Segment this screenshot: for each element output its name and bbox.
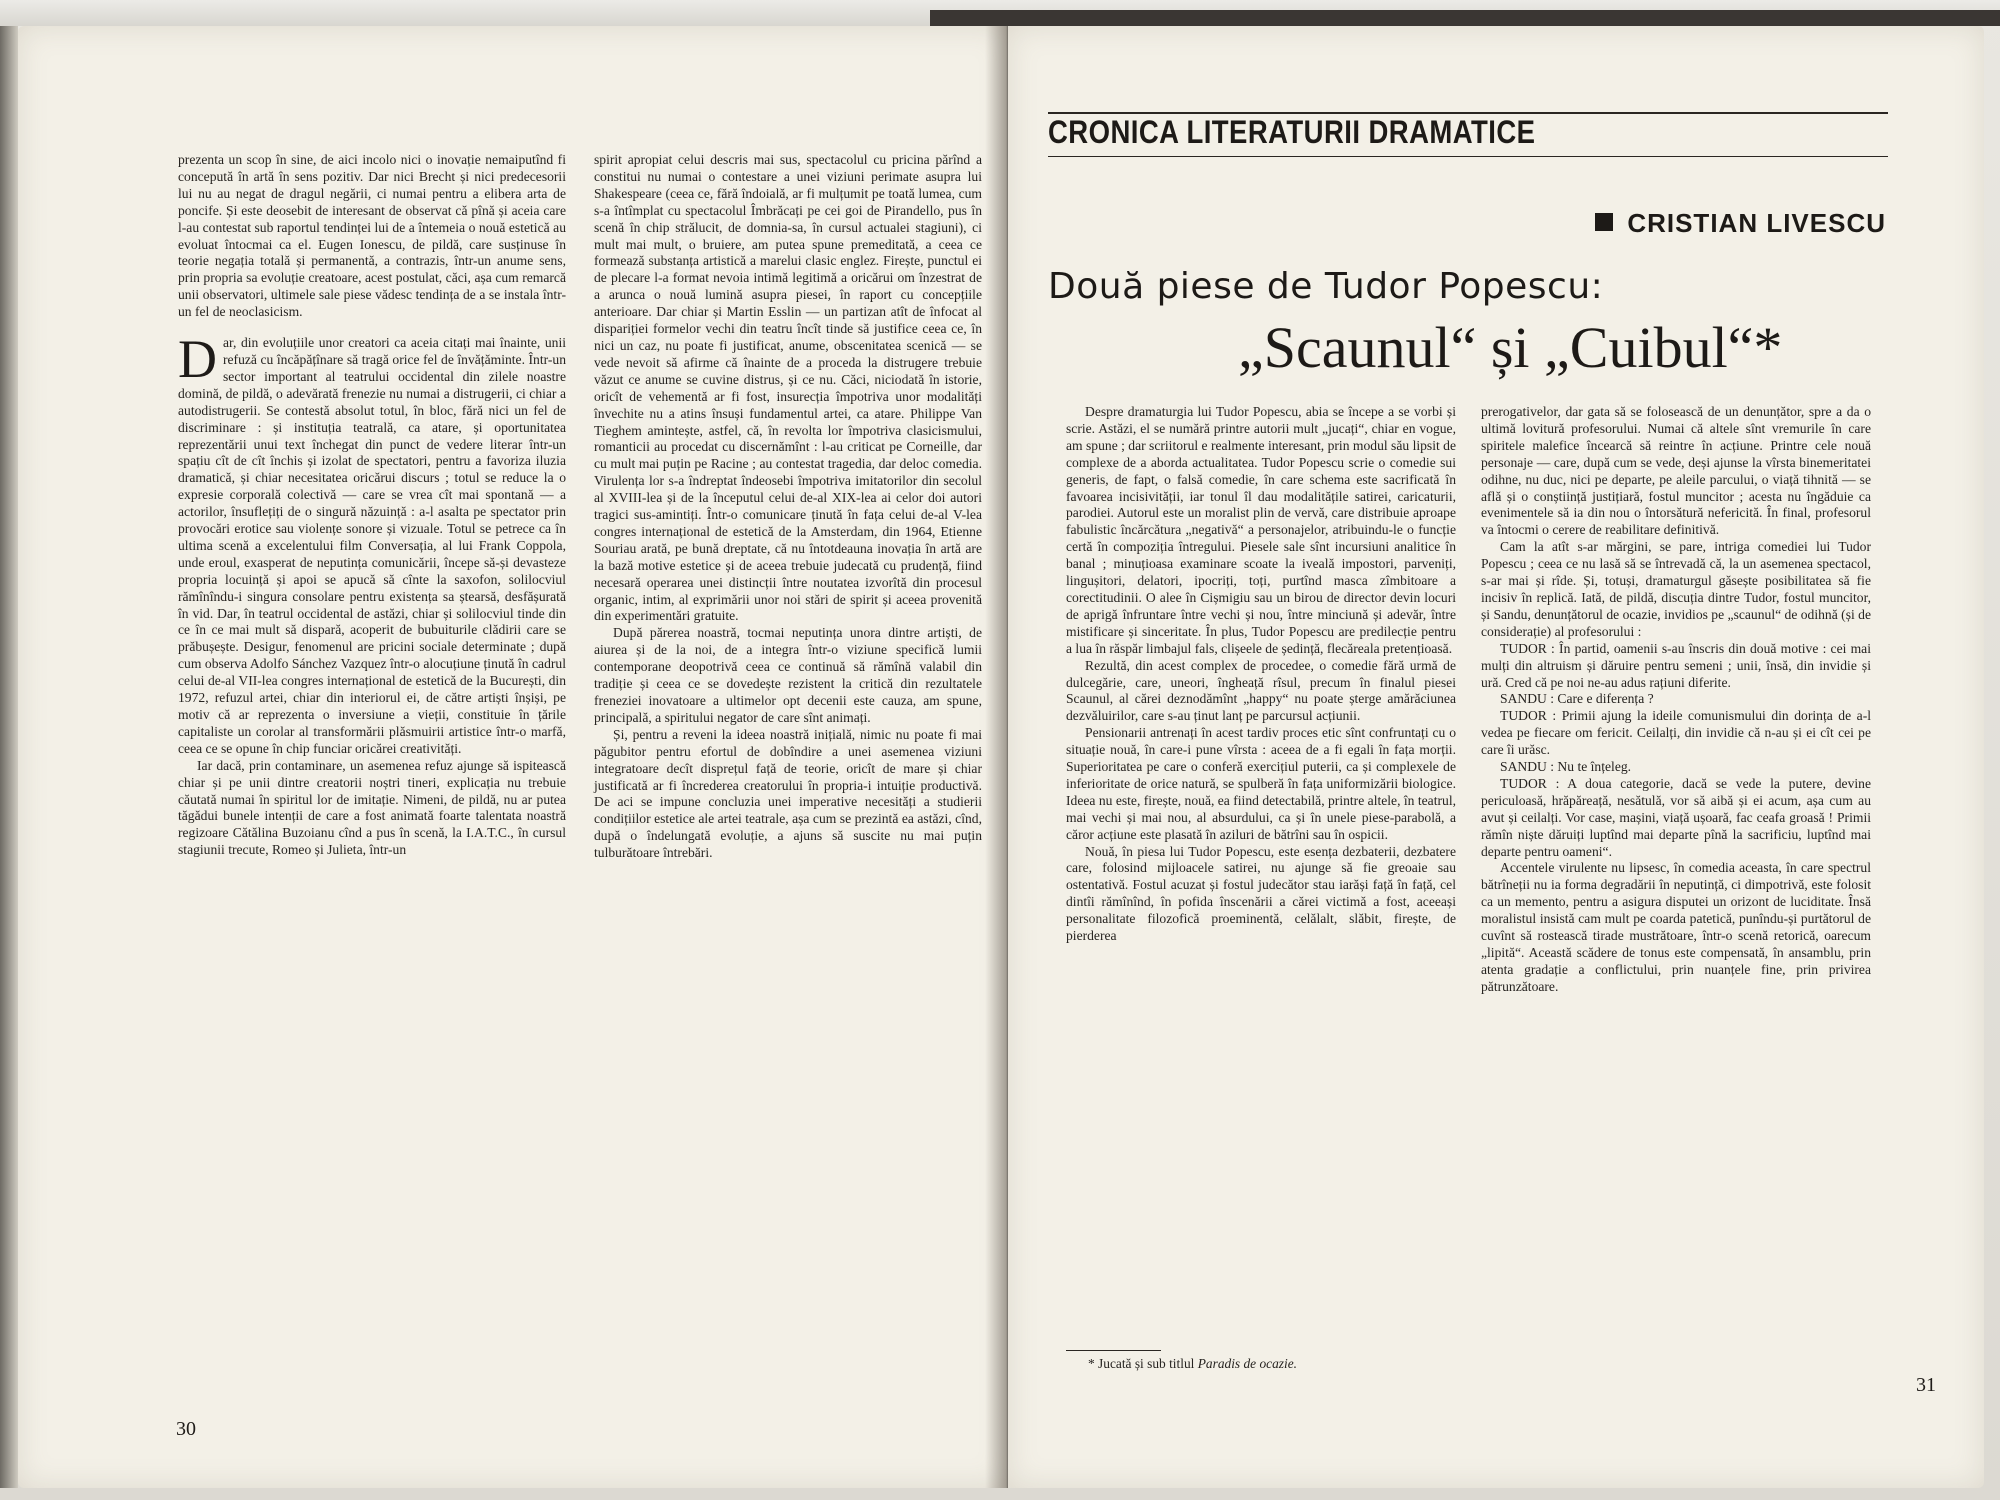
paragraph: Accentele virulente nu lipsesc, în comedia aceasta, în care spectrul bătrîneții nu ia forma degradării în neputință, ci dimpotrivă, este folosit ca un memento, pentru a asigura disputei un orizont de luciditate. Însă moralistul insistă cam mult pe coarda patetică, punîndu-și purtătorul de cuvînt să rostească tirade mustrătoare, într-o scenă retorică, oarecum „lipită“. Această scădere de tonus este compensată, în ansamblu, prin atenta gradație a conflictului, prin nuanțele fine, prin privirea pătrunzătoare. <box>1481 860 1871 994</box>
dialogue-line: TUDOR : A doua categorie, dacă se vede la putere, devine periculoasă, hrăpăreață, nesătulă, vor să aibă și ei acum, așa cum au avut și ceilalți. Vor case, mașini, viață ușoară, fac ceafa groasă ! Primii rămîn niște dăruiți luptînd mai departe pînă la sacrificiu, luptînd mai departe pentru oameni“. <box>1481 775 1871 859</box>
paragraph: Pensionarii antrenați în acest tardiv proces etic sînt confruntați cu o situație nouă, în care-i pune vîrsta : aceea de a fi egali în fața morții. Superioritatea pe care o conferă exercițiul puterii, ca și complexele de inferioritate de orice natură, se spulberă în fața uniformizării biologice. Ideea nu este, firește, nouă, ea fiind detectabilă, printre altele, în teatrul, mai vechi și mai nou, al absurdului, ca și în unele piese-parabolă, a căror acțiune este plasată în aziluri de bătrîni sau în ospicii. <box>1066 725 1456 842</box>
page-number: 30 <box>176 1418 196 1440</box>
right-page <box>1008 26 1984 1488</box>
dialogue-line: TUDOR : În partid, oamenii s-au înscris din două motive : cei mai mulți din altruism și dăruire pentru semeni ; unii, însă, din invidie și ură. Cred că pe noi ne-au adus rațiuni diferite. <box>1481 640 1871 690</box>
paragraph: spirit apropiat celui descris mai sus, spectacolul cu pricina părînd a constitui nu numai o contestare a unei viziuni perimate asupra lui Shakespeare (ceea ce, fără îndoială, ar fi mulțumit pe toată lumea, cum s-a întîmplat cu spectacolul Îmbrăcați pe cei goi de Pirandello, pus în scenă în chip strălucit, de domnia-sa, în cursul actualei stagiuni), ci mult mai mult, o bruiere, am putea spune premeditată, a ceea ce formează substanța artistică a marelui clasic englez. Firește, punctul ei de plecare l-a format nevoia intimă legitimă a oricărui om înzestrat de a arunca o nouă lumină asupra piesei, în raport cu concepțiile anterioare. Dar chiar și Martin Esslin — un partizan atît de înfocat al dispariției formelor vechi din teatru încît tinde să justifice ceea ce, în nici un caz, nu poate fi justificat, anume, obscenitatea scenică — se vede nevoit să afirme că înainte de a proceda la distrugere trebuie văzut ce anume se cuvine distrus, și ce nu. Căci, niciodată în istorie, oricît de vehementă ar fi fost, insurecția împotriva unor modalități învechite nu a atins însuși fundamentul artei, ca atare. Philippe Van Tieghem amintește, astfel, că, în revolta lor împotriva clasicismului, romanticii au procedat cu discernămînt : l-au criticat pe Corneille, dar cu mult mai puțin pe Racine ; au contestat tragedia, dar deloc comedia. Virulența lor s-a îndreptat îndeosebi împotriva imitatorilor din secolul al XVIII-lea și de la începutul celui de-al XIX-lea ai celor doi autori tragici sus-amintiți. Într-o comunicare ținută în fața celui de-al V-lea congres internațional de estetică de la Amsterdam, din 1964, Etienne Souriau arată, pe bună dreptate, că nu întotdeauna inovația în artă are la bază motive estetice și de aceea trebuie judecată cu prudență, fiind necesară operarea unei distincții între noutatea izvorîtă din procesul organic, intim, al exprimării unor noi stări de spirit și aceea provenită din experimentări gratuite. <box>594 152 982 624</box>
paragraph: prerogativelor, dar gata să se folosească de un denunțător, spre a da o ultimă lovitură profesorului. Numai că altele sînt vremurile în care spiritele malefice încearcă să reintre în acțiune. Printre cele nouă personaje — care, după cum se vede, deși ajunse la vîrsta binemeritatei odihne, nu duc, nici pe departe, pe aleile parcului, o viață tihnită — se află și o conștiință justițiară, fostul muncitor ; acesta nu îngăduie ca evenimentele să ia din nou o întorsătură nefericită. În final, profesorul va întocmi o cerere de reabilitare definitivă. <box>1481 404 1871 538</box>
left-edge <box>0 26 18 1488</box>
square-bullet-icon <box>1595 213 1613 231</box>
page-number: 31 <box>1916 1374 1936 1396</box>
paragraph-dropcap: Dar, din evoluțiile unor creatori ca aceia citați mai înainte, unii refuză cu încăpățînare să tragă orice fel de învățăminte. Într-un sector important al teatrului occidental din zilele noastre domină, de pildă, o adevărată frenezie nu numai a distrugerii, ci chiar a autodistrugerii. Se contestă absolut totul, în bloc, fără nici un fel de discriminare : și instituția teatrală, ca atare, și oportunitatea reprezentării unui text închegat din punct de vedere literar într-un spațiu cît de cît închis și izolat de spectatori, pentru a favoriza iluzia dramatică, și chiar necesitatea oricărui discurs ; totul se reduce la o expresie corporală colectivă — care se vrea cît mai spontană — a actorilor, însuflețiți de o singură năzuință : a-l asalta pe spectator prin provocări erotice sau violențe sonore și vizuale. Totul se petrece ca în ultima scenă a excelentului film Conversația, al lui Frank Coppola, unde eroul, exasperat de neputința comunicării, începe să-și devasteze propria locuință și apoi se apucă să cînte la saxofon, solilocviul rămînîndu-i singura consolare pentru existența sa ștearsă, desfășurată în vid. Dar, în teatrul occidental de astăzi, chiar și solilocviul tinde din ce în ce mai mult să dispară, acoperit de bubuiturile clădirii care se prăbușește. Desigur, fenomenul are pricini sociale determinate ; după cum observa Adolfo Sánchez Vazquez într-o alocuțiune ținută în cadrul celui de-al VII-lea congres internațional de estetică de la București, din 1972, refuzul artei, chiar din interiorul ei, de către artiști înșiși, pe motiv că ar reprezenta o inversiune a vieții, constituie în țările capitaliste un corolar al transformării plăsmuirii artistice într-o marfă, ceea ce se opune în chip funciar oricărei creativități. <box>178 329 566 756</box>
paragraph: După părerea noastră, tocmai neputința unora dintre artiști, de aiurea și de la noi, de a integra într-o viziune specifică lumii contemporane deopotrivă ceea ce continuă să rămînă valabil din tradiție și ceea ce se dovedește rezistent la critică din rezultatele freneziei inovatoare a ultimelor opt decenii este cauza, am spune, principală, a spiritului negator de care sînt animați. <box>594 625 982 725</box>
paragraph: Despre dramaturgia lui Tudor Popescu, abia se începe a se vorbi și scrie. Astăzi, el se numără printre autorii mult „jucați“, chiar en vogue, am spune ; dar scriitorul e realmente interesant, prin modul său lipsit de complexe de a aborda actualitatea. Tudor Popescu scrie o comedie sui generis, de fapt, o falsă comedie, în care schema este sacrificată în favoarea incisivității, iar tonul îl dau modalitățile satirei, caricaturii, parodiei. Autorul este un moralist plin de vervă, care distribuie aproape fabulistic încărcătura „negativă“ a personajelor, atribuindu-le o funcție certă în compoziția întregului. Piesele sale sînt incursiuni analitice în banal ; minuțioasa examinare scoate la iveală impostori, parveniți, lingușitori, delatori, ipocriți, toți, purtînd masca zîmbitoare a corectitudinii. O alee în Cișmigiu sau un birou de director devin locuri de aprigă înfruntare între vechi și nou, între minciună și adevăr, între mistificare și sinceritate. În plus, Tudor Popescu are predilecție pentru a lua în răspăr limbajul fals, clișeele de ședință, flecăreala pretențioasă. <box>1066 404 1456 656</box>
left-column-2 <box>594 152 982 862</box>
left-page <box>18 26 1008 1488</box>
section-title: CRONICA LITERATURII DRAMATICE <box>1048 114 1536 150</box>
paragraph: Și, pentru a reveni la ideea noastră inițială, nimic nu poate fi mai păgubitor pentru efortul de dobîndire a unei asemenea viziuni integratoare decît disprețul față de teorie, oricît de mare și chiar justificată ar fi încrederea creatorului în propria-i intuiție productivă. De aci se impune concluzia unei imperative necesități a studierii condițiilor estetice ale artei teatrale, așa cum se prezintă ea astăzi, cînd, după o îndelungată evoluție, a ajuns să suscite nu mai puțin tulburătoare întrebări. <box>594 726 982 861</box>
dialogue-line: SANDU : Care e diferența ? <box>1500 691 1654 707</box>
rule-bottom <box>1048 156 1888 157</box>
paragraph: prezenta un scop în sine, de aici incolo nici o inovație nemaiputînd fi concepută în artă în sens pozitiv. Dar nici Brecht și nici predecesorii lui nu au negat de dragul negării, ci numai pentru a elibera arta de poncife. Și este deosebit de interesant de observat că pînă și aceia care l-au contestat sub raportul tendinței lui de a întemeia o nouă estetică au evoluat întocmai ca el. Eugen Ionescu, de pildă, care susținuse în teorie negația totală și permanentă, a contrazis, într-un anume sens, prin propria sa evoluție creatoare, acest postulat, căci, așa cum remarcă unii observatori, ultimele sale piese vădesc tendința de a se instala într-un fel de neoclasicism. <box>178 152 566 320</box>
play-titles: „Scaunul“ și „Cuibul“* <box>1238 315 1783 380</box>
paragraph: Iar dacă, prin contaminare, un asemenea refuz ajunge să ispitească chiar și pe unii dintre creatorii noștri tineri, explicația nu trebuie căutată numai în spiritul lor de imitație. Nimeni, de pildă, nu ar putea tăgădui bunele intenții de care a fost animată foarte talentata noastră regizoare Cătălina Buzoianu cînd a pus în scenă, la I.A.T.C., în cursul stagiunii trecute, Romeo și Julieta, într-un <box>178 757 566 858</box>
footnote-rule <box>1066 1350 1161 1351</box>
paragraph: Rezultă, din acest complex de procedee, o comedie fără urmă de dulcegărie, care, uneori, îngheață rîsul, precum în finalul piesei Scaunul, al cărei deznodămînt „happy“ nu poate șterge amărăciunea dezvăluirilor, care s-au ținut lanț pe parcursul acțiunii. <box>1066 657 1456 724</box>
paragraph: Cam la atît s-ar mărgini, se pare, intriga comediei lui Tudor Popescu ; ceea ce nu lasă să se întrevadă că, la un asemenea spectacol, s-ar mai și rîde. Și, totuși, dramaturgul găsește posibilitatea să fie incisiv în replică. Iată, de pildă, discuția dintre Tudor, fostul muncitor, și Sandu, denunțătorul de ocazie, invidios pe „scaunul“ de odihnă (și de considerație) al profesorului : <box>1481 539 1871 639</box>
right-column-1 <box>1066 404 1456 945</box>
left-column-1 <box>178 152 566 859</box>
author-name: CRISTIAN LIVESCU <box>1595 208 1886 239</box>
dialogue-line: TUDOR : Primii ajung la ideile comunismului din dorința de a-l vedea pe fiecare om fericit. Ceilalți, din invidie că n-au și ei cît cei pe care îi urăsc. <box>1481 708 1871 758</box>
footnote: * Jucată și sub titlul Paradis de ocazie. <box>1088 1356 1298 1371</box>
dialogue-line: SANDU : Nu te înțeleg. <box>1500 759 1632 775</box>
top-edge <box>0 0 2000 26</box>
paragraph: Nouă, în piesa lui Tudor Popescu, este esența dezbaterii, dezbatere care, folosind mijloacele satirei, nu ajunge să fie greoaie sau ostentativă. Fostul acuzat și fostul judecător stau iarăși față în față, cel dintîi rămînînd, în pofida înscenării a cărei victimă a fost, aceeași personalitate filozofică proeminentă, celălalt, slăbit, firește, de pierderea <box>1066 843 1456 944</box>
article-headline: Două piese de Tudor Popescu: <box>1048 266 1604 307</box>
right-column-2 <box>1481 404 1871 996</box>
